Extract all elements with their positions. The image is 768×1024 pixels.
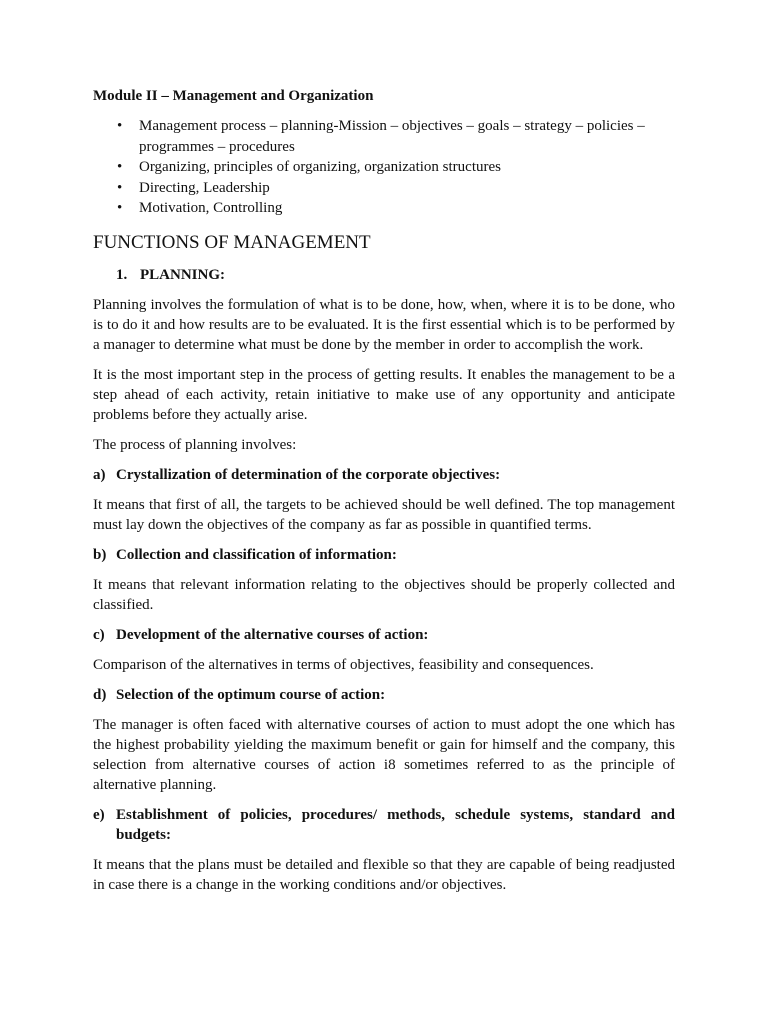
step-title: Crystallization of determination of the corporate objectives: bbox=[116, 466, 501, 483]
planning-paragraph-1: Planning involves the formulation of what is to be done, how, when, where it is to be done, who is to do it and how results are to be evaluated. It is the first essential which is to be performed by a manager to determine what must be done by the member in order to accomplish the work. bbox=[93, 296, 675, 353]
topic-text: Motivation, Controlling bbox=[139, 200, 283, 216]
step-heading-a bbox=[93, 465, 675, 485]
planning-title: PLANNING: bbox=[140, 266, 225, 283]
topic-text: Management process – planning-Mission – objectives – goals – strategy – policies – programmes – procedures bbox=[139, 118, 645, 155]
step-title: Selection of the optimum course of action: bbox=[116, 686, 386, 703]
step-title: Development of the alternative courses of action: bbox=[116, 626, 429, 643]
step-heading-e bbox=[93, 805, 675, 845]
step-title: Collection and classification of information: bbox=[116, 546, 397, 563]
step-heading-c bbox=[93, 625, 675, 645]
step-letter: c) bbox=[93, 626, 105, 643]
topic-text: Directing, Leadership bbox=[139, 179, 270, 196]
step-heading-d bbox=[93, 685, 675, 705]
step-letter: d) bbox=[93, 686, 107, 703]
topic-item bbox=[93, 157, 675, 178]
bullet-icon: • bbox=[117, 118, 123, 134]
topic-text: Organizing, principles of organizing, organization structures bbox=[139, 159, 501, 175]
step-text-c: Comparison of the alternatives in terms of objectives, feasibility and consequences. bbox=[93, 656, 594, 673]
bullet-icon: • bbox=[117, 159, 123, 175]
module-title: Module II – Management and Organization bbox=[93, 88, 374, 104]
document-page bbox=[93, 86, 675, 895]
planning-heading bbox=[93, 265, 675, 285]
planning-number: 1. bbox=[116, 266, 128, 283]
topic-item bbox=[93, 198, 675, 219]
step-letter: b) bbox=[93, 546, 107, 563]
step-text-d: The manager is often faced with alternative courses of action to must adopt the one which has the highest probability yielding the maximum benefit or gain for himself and the company, this selection from alternative courses of action i8 sometimes referred to as the principle of alternative planning. bbox=[93, 716, 675, 793]
bullet-icon: • bbox=[117, 200, 123, 216]
module-topic-list bbox=[93, 116, 675, 219]
step-text-a: It means that first of all, the targets to be achieved should be well defined. The top management must lay down the objectives of the company as far as possible in quantified terms. bbox=[93, 496, 675, 533]
step-heading-b bbox=[93, 545, 675, 565]
step-title: Establishment of policies, procedures/ methods, schedule systems, standard and budgets: bbox=[116, 806, 675, 843]
planning-paragraph-2: It is the most important step in the process of getting results. It enables the management to be a step ahead of each activity, retain initiative to make use of any opportunity and anticipate problems before they actually arise. bbox=[93, 366, 675, 423]
step-letter: e) bbox=[93, 806, 105, 823]
step-text-b: It means that relevant information relating to the objectives should be properly collected and classified. bbox=[93, 576, 675, 613]
section-heading: FUNCTIONS OF MANAGEMENT bbox=[93, 231, 371, 253]
step-text-e: It means that the plans must be detailed and flexible so that they are capable of being readjusted in case there is a change in the working conditions and/or objectives. bbox=[93, 856, 675, 893]
topic-item bbox=[93, 116, 675, 157]
planning-process-intro: The process of planning involves: bbox=[93, 436, 297, 453]
bullet-icon: • bbox=[117, 179, 123, 196]
step-letter: a) bbox=[93, 466, 106, 483]
topic-item bbox=[93, 178, 675, 199]
